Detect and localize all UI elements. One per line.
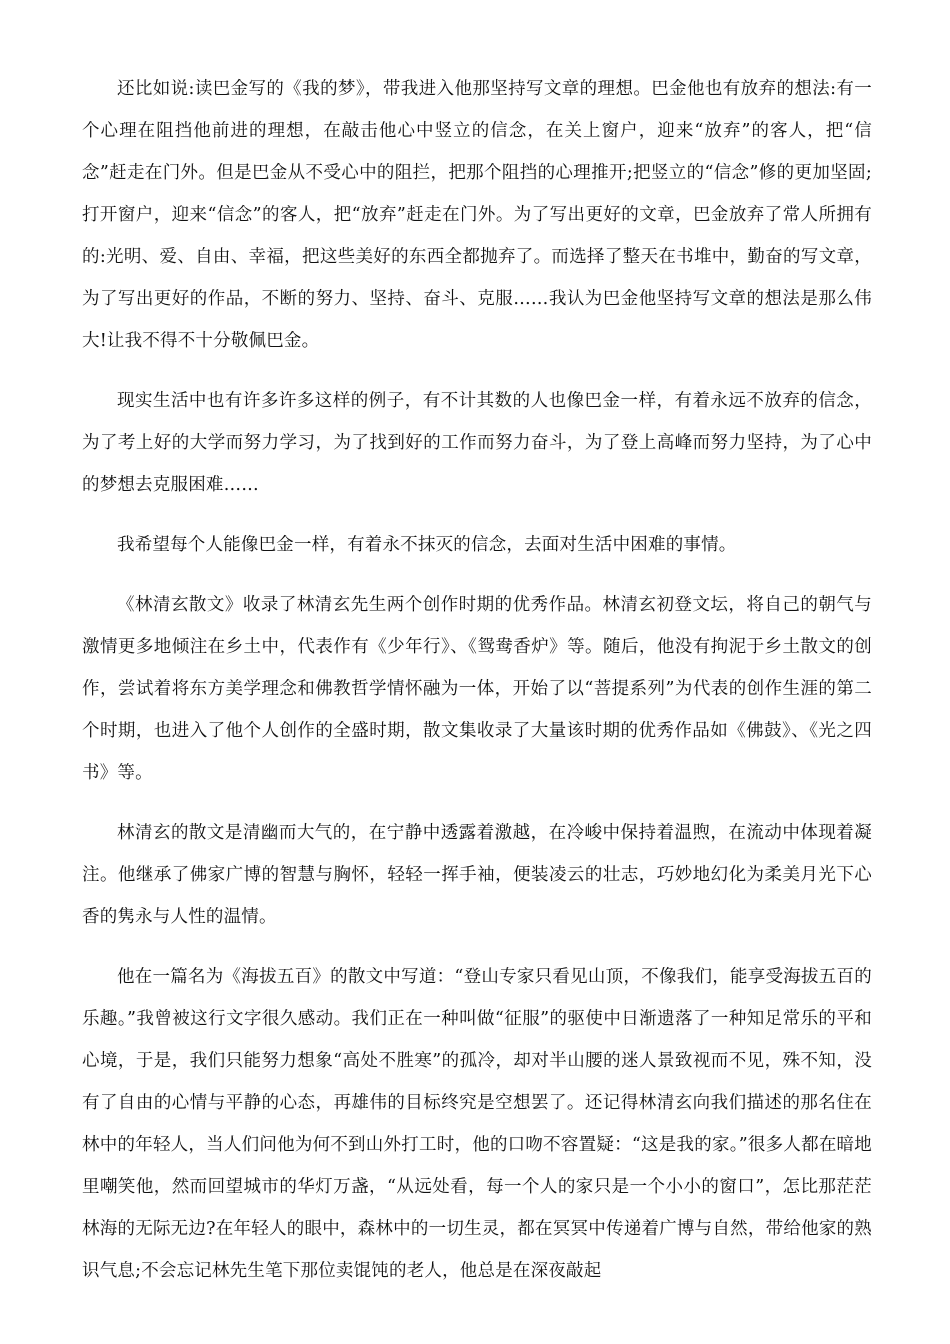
document-body — [82, 68, 872, 1310]
paragraph-hope: 我希望每个人能像巴金一样，有着永不抹灭的信念，去面对生活中困难的事情。 — [117, 535, 737, 555]
paragraph-real-life-examples: 现实生活中也有许多许多这样的例子，有不计其数的人也像巴金一样，有着永远不放弃的信念，为了考上好的大学而努力学习，为了找到好的工作而努力奋斗，为了登上高峰而努力坚持，为了心中的梦想去克服困难…… — [82, 391, 872, 495]
paragraph-altitude-five-hundred: 他在一篇名为《海拔五百》的散文中写道：“登山专家只看见山顶，不像我们，能享受海拔五百的乐趣。”我曾被这行文字很久感动。我们正在一种叫做“征服”的驱使中日渐遗落了一种知足常乐的平和心境，于是，我们只能努力想象“高处不胜寒”的孤冷，却对半山腰的迷人景致视而不见，殊不知，没有了自由的心情与平静的心态，再雄伟的目标终究是空想罢了。还记得林清玄向我们描述的那名住在林中的年轻人，当人们问他为何不到山外打工时，他的口吻不容置疑：“这是我的家。”很多人都在暗地里嘲笑他，然而回望城市的华灯万盏，“从远处看，每一个人的家只是一个小小的窗口”，怎比那茫茫林海的无际无边?在年轻人的眼中，森林中的一切生灵，都在冥冥中传递着广博与自然，带给他家的熟识气息;不会忘记林先生笔下那位卖馄饨的老人，他总是在深夜敲起 — [82, 967, 872, 1281]
paragraph-bajin-dream: 还比如说:读巴金写的《我的梦》，带我进入他那坚持写文章的理想。巴金他也有放弃的想法:有一个心理在阻挡他前进的理想，在敲击他心中竖立的信念，在关上窗户，迎来“放弃”的客人，把“信念”赶走在门外。但是巴金从不受心中的阻拦，把那个阻挡的心理推开;把竖立的“信念”修的更加坚固;打开窗户，迎来“信念”的客人，把“放弃”赶走在门外。为了写出更好的文章，巴金放弃了常人所拥有的:光明、爱、自由、幸福，把这些美好的东西全都抛弃了。而选择了整天在书堆中，勤奋的写文章，为了写出更好的作品，不断的努力、坚持、奋斗、克服……我认为巴金他坚持写文章的想法是那么伟大!让我不得不十分敬佩巴金。 — [82, 79, 872, 351]
paragraph-lin-qingxuan-collection: 《林清玄散文》收录了林清玄先生两个创作时期的优秀作品。林清玄初登文坛，将自己的朝气与激情更多地倾注在乡土中，代表作有《少年行》、《鸳鸯香炉》等。随后，他没有拘泥于乡土散文的创作，尝试着将东方美学理念和佛教哲学情怀融为一体，开始了以“菩提系列”为代表的创作生涯的第二个时期，也进入了他个人创作的全盛时期，散文集收录了大量该时期的优秀作品如《佛鼓》、《光之四书》等。 — [82, 595, 872, 783]
paragraph-lin-qingxuan-style: 林清玄的散文是清幽而大气的，在宁静中透露着激越，在冷峻中保持着温煦，在流动中体现着凝注。他继承了佛家广博的智慧与胸怀，轻轻一挥手袖，便装凌云的壮志，巧妙地幻化为柔美月光下心香的隽永与人性的温情。 — [82, 823, 872, 927]
